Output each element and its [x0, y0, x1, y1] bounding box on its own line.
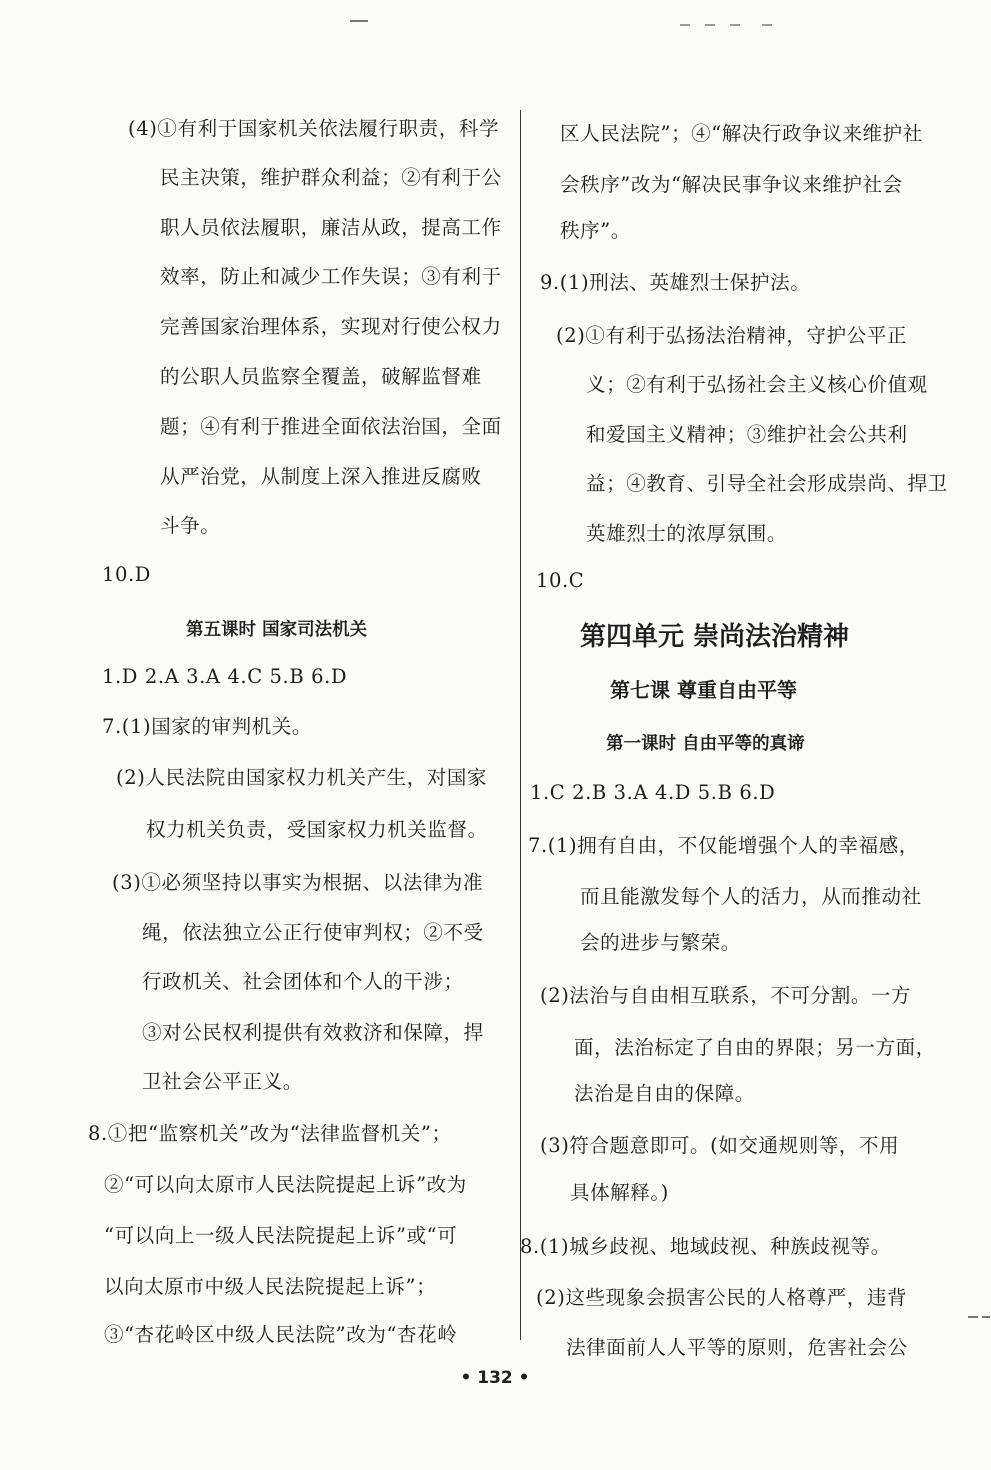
text-line: 秩序”。: [560, 219, 631, 242]
text-line: 1.C 2.B 3.A 4.D 5.B 6.D: [530, 781, 776, 804]
text-line: 而且能激发每个人的活力，从而推动社: [580, 885, 922, 908]
text-line: 8.(1)城乡歧视、地域歧视、种族歧视等。: [520, 1235, 891, 1258]
text-line: (2)人民法院由国家权力机关产生，对国家: [116, 766, 488, 789]
text-line: 民主决策，维护群众利益；②有利于公: [160, 166, 502, 189]
text-line: 7.(1)拥有自由，不仅能增强个人的幸福感，: [528, 834, 919, 857]
top-mark: [680, 24, 690, 26]
text-line: (2)法治与自由相互联系，不可分割。一方: [540, 984, 912, 1007]
text-line: 益；④教育、引导全社会形成崇尚、捍卫: [586, 472, 948, 495]
top-mark: [350, 20, 368, 22]
lesson-heading-7: 第七课 尊重自由平等: [610, 678, 797, 702]
edge-mark: [982, 1316, 990, 1318]
text-line: 效率，防止和减少工作失误；③有利于: [160, 265, 502, 288]
text-line: 从严治党，从制度上深入推进反腐败: [160, 465, 482, 488]
lesson-heading-5: 第五课时 国家司法机关: [186, 620, 368, 640]
text-line: “可以向上一级人民法院提起上诉”或“可: [104, 1224, 458, 1247]
text-line: 以向太原市中级人民法院提起上诉”；: [104, 1275, 437, 1298]
text-line: ②“可以向太原市人民法院提起上诉”改为: [104, 1173, 467, 1196]
text-line: 8.①把“监察机关”改为“法律监督机关”；: [88, 1122, 452, 1145]
column-divider: [520, 110, 521, 1340]
text-line: 9.(1)刑法、英雄烈士保护法。: [540, 271, 811, 294]
text-line: 1.D 2.A 3.A 4.C 5.B 6.D: [102, 665, 348, 688]
text-line: 具体解释。): [570, 1181, 669, 1204]
text-line: ③对公民权利提供有效救济和保障，捍: [142, 1021, 484, 1044]
text-line: 行政机关、社会团体和个人的干涉；: [142, 970, 464, 993]
text-line: 7.(1)国家的审判机关。: [102, 715, 313, 738]
period-heading: 第一课时 自由平等的真谛: [606, 734, 805, 754]
text-line: ③“杏花岭区中级人民法院”改为“杏花岭: [104, 1323, 458, 1346]
text-line: (3)符合题意即可。(如交通规则等，不用: [540, 1134, 900, 1157]
text-line: 权力机关负责，受国家权力机关监督。: [146, 818, 488, 841]
text-line: 10.C: [536, 569, 585, 592]
page-number: • 132 •: [460, 1368, 530, 1388]
edge-mark: [968, 1316, 978, 1318]
top-mark: [705, 24, 715, 26]
text-line: 斗争。: [160, 514, 221, 537]
text-line: (2)这些现象会损害公民的人格尊严，违背: [536, 1286, 908, 1309]
top-mark: [762, 24, 772, 26]
text-line: 完善国家治理体系，实现对行使公权力: [160, 315, 502, 338]
text-line: 面，法治标定了自由的界限；另一方面，: [574, 1036, 936, 1059]
text-line: 题；④有利于推进全面依法治国，全面: [160, 415, 502, 438]
text-line: 绳，依法独立公正行使审判权；②不受: [142, 921, 484, 944]
text-line: 法律面前人人平等的原则，危害社会公: [566, 1336, 908, 1359]
text-line: 的公职人员监察全覆盖，破解监督难: [160, 365, 482, 388]
text-line: (3)①必须坚持以事实为根据、以法律为准: [112, 871, 484, 894]
text-line: (2)①有利于弘扬法治精神，守护公平正: [556, 324, 908, 347]
text-line: 会秩序”改为“解决民事争议来维护社会: [560, 173, 903, 196]
text-line: 卫社会公平正义。: [142, 1070, 303, 1093]
text-line: 英雄烈士的浓厚氛围。: [586, 522, 788, 545]
unit-heading: 第四单元 崇尚法治精神: [580, 622, 850, 652]
text-line: 区人民法院”；④“解决行政争议来维护社: [560, 122, 923, 145]
text-line: 和爱国主义精神；③维护社会公共利: [586, 423, 908, 446]
text-line: 10.D: [102, 563, 152, 586]
text-line: 会的进步与繁荣。: [580, 931, 741, 954]
text-line: (4)①有利于国家机关依法履行职责，科学: [128, 117, 500, 140]
text-line: 义；②有利于弘扬社会主义核心价值观: [586, 373, 928, 396]
top-mark: [730, 24, 740, 26]
text-line: 职人员依法履职，廉洁从政，提高工作: [160, 216, 502, 239]
text-line: 法治是自由的保障。: [574, 1082, 755, 1105]
